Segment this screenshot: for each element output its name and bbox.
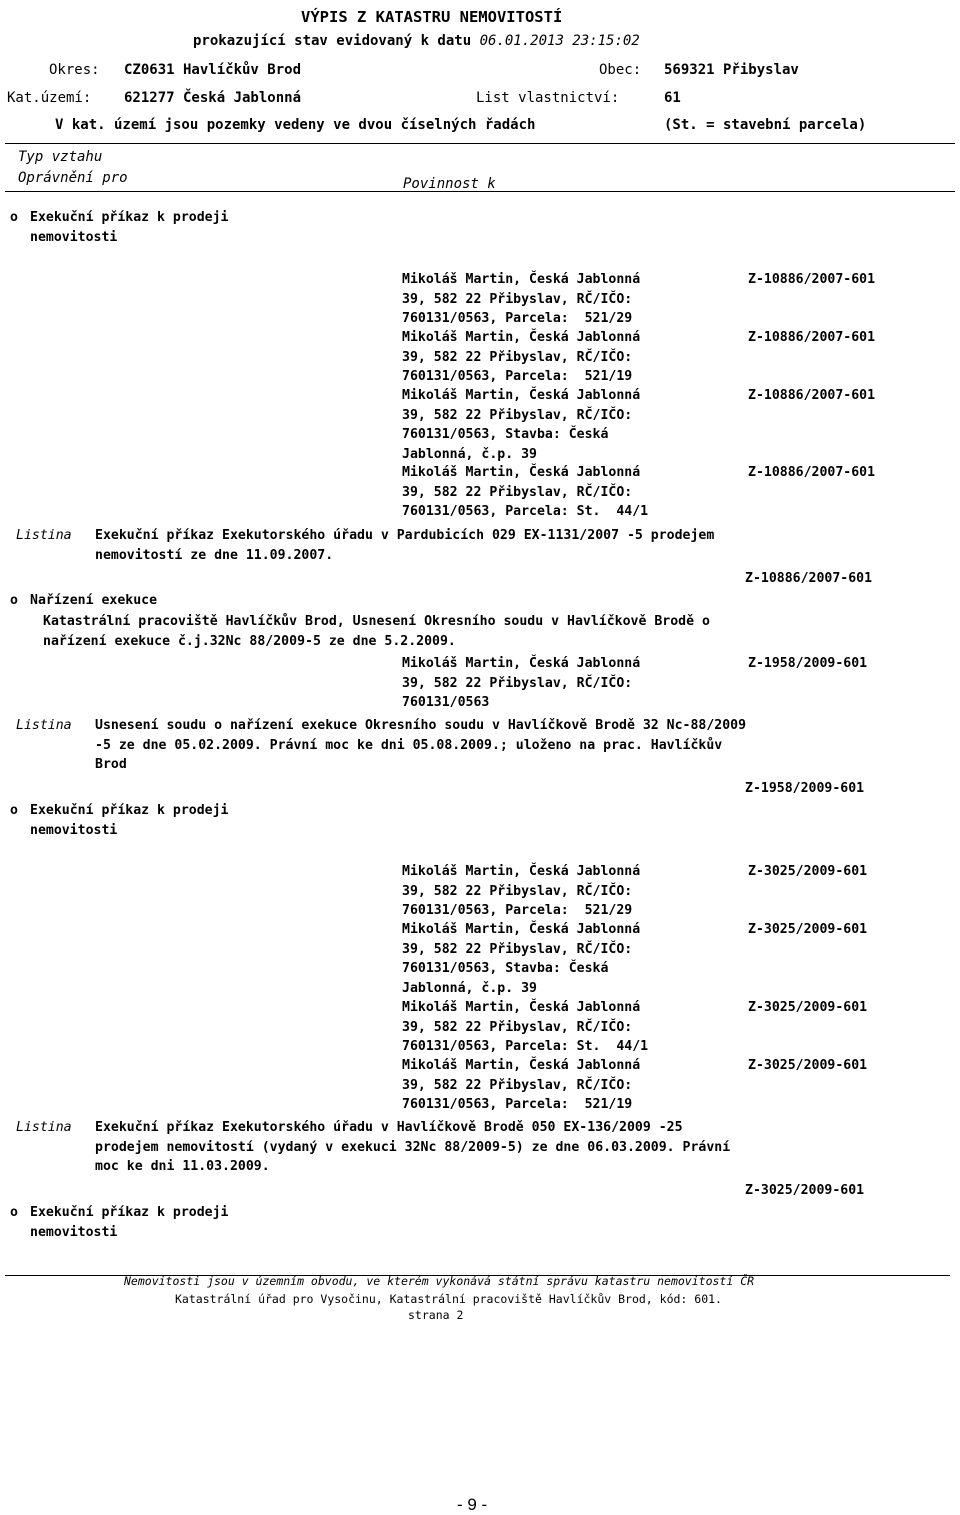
subtitle-date: 06.01.2013 23:15:02 (479, 33, 640, 49)
katuzemi-label: Kat.území: (7, 90, 92, 106)
header-divider (5, 143, 955, 144)
footer-line2: Katastrální úřad pro Vysočinu, Katastrální pracoviště Havlíčkův Brod, kód: 601. (175, 1292, 722, 1306)
entry-title-line1: Nařízení exekuce (30, 593, 158, 608)
entry-title (30, 801, 229, 840)
listina-label: Listina (16, 1120, 72, 1135)
column-opravneni-pro: Oprávnění pro (18, 170, 128, 186)
entry-item-ref: Z-1958/2009-601 (748, 656, 868, 671)
subtitle-prefix: prokazující stav evidovaný k datu (193, 33, 472, 49)
page-number: - 9 - (457, 1495, 488, 1514)
entry-item-text: Mikoláš Martin, Česká Jablonná 39, 582 22 Přibyslav, RČ/IČO: 760131/0563, Parcela: St. 44/1 (402, 465, 649, 519)
entry-title-line1: Exekuční příkaz k prodeji (30, 1205, 229, 1220)
entry-title-line1: Exekuční příkaz k prodeji (30, 210, 229, 225)
parcel-legend: (St. = stavební parcela) (664, 117, 867, 133)
listina-label: Listina (16, 718, 72, 733)
entry-item-text: Mikoláš Martin, Česká Jablonná 39, 582 22 Přibyslav, RČ/IČO: 760131/0563, Parcela: 521/19 (402, 1058, 641, 1112)
listina-text: Exekuční příkaz Exekutorského úřadu v Pardubicích 029 EX-1131/2007 -5 prodejem nemovitostí ze dne 11.09.2007. (95, 528, 715, 563)
entry-item-text: Mikoláš Martin, Česká Jablonná 39, 582 22 Přibyslav, RČ/IČO: 760131/0563, Parcela: 521/29 (402, 864, 641, 918)
entry-item-text: Mikoláš Martin, Česká Jablonná 39, 582 22 Přibyslav, RČ/IČO: 760131/0563 (402, 656, 641, 710)
entry-item-ref: Z-10886/2007-601 (748, 465, 876, 480)
entry-bullet: o (10, 210, 18, 225)
columns-divider (5, 191, 955, 192)
entry-item-ref: Z-10886/2007-601 (748, 272, 876, 287)
parcel-series-note: V kat. území jsou pozemky vedeny ve dvou číselných řadách (55, 117, 536, 133)
entry-title-line2: nemovitosti (30, 1224, 118, 1240)
entry-bullet: o (10, 593, 18, 608)
entry-title-line1: Exekuční příkaz k prodeji (30, 803, 229, 818)
obec-value: 569321 Přibyslav (664, 62, 799, 78)
obec-label: Obec: (599, 62, 642, 78)
footer-line1: Nemovitosti jsou v územním obvodu, ve kterém vykonává státní správu katastru nemovitostí ČR (124, 1274, 755, 1288)
okres-label: Okres: (49, 62, 100, 78)
entry-item-text: Mikoláš Martin, Česká Jablonná 39, 582 22 Přibyslav, RČ/IČO: 760131/0563, Parcela: 521/29 (402, 272, 641, 326)
katuzemi-value: 621277 Česká Jablonná (124, 90, 302, 106)
entry-item-ref: Z-3025/2009-601 (748, 1058, 868, 1073)
entry-item-ref: Z-10886/2007-601 (748, 330, 876, 345)
okres-value: CZ0631 Havlíčkův Brod (124, 62, 302, 78)
entry-description: Katastrální pracoviště Havlíčkův Brod, Usnesení Okresního soudu v Havlíčkově Brodě o nařízení exekuce č.j.32Nc 88/2009-5 ze dne 5.2.2009. (43, 614, 710, 649)
entry-item-text: Mikoláš Martin, Česká Jablonná 39, 582 22 Přibyslav, RČ/IČO: 760131/0563, Stavba: Česká Jablonná, č.p. 39 (402, 922, 641, 996)
column-typ-vztahu: Typ vztahu (18, 149, 103, 165)
entry-item-ref: Z-3025/2009-601 (748, 864, 868, 879)
listina-ref: Z-3025/2009-601 (745, 1183, 865, 1198)
lv-value: 61 (664, 90, 681, 106)
entry-title (30, 208, 229, 247)
listina-ref: Z-1958/2009-601 (745, 781, 865, 796)
footer-page-label: strana 2 (408, 1308, 464, 1322)
entry-item-ref: Z-10886/2007-601 (748, 388, 876, 403)
lv-label: List vlastnictví: (476, 90, 620, 106)
entry-item-text: Mikoláš Martin, Česká Jablonná 39, 582 22 Přibyslav, RČ/IČO: 760131/0563, Parcela: 521/19 (402, 330, 641, 384)
entry-bullet: o (10, 1205, 18, 1220)
entry-title-line2: nemovitosti (30, 822, 118, 838)
listina-text: Usnesení soudu o nařízení exekuce Okresního soudu v Havlíčkově Brodě 32 Nc-88/2009 -5 ze dne 05.02.2009. Právní moc ke dni 05.08.2009.; uloženo na prac. Havlíčkův Brod (95, 718, 747, 772)
entry-item-text: Mikoláš Martin, Česká Jablonná 39, 582 22 Přibyslav, RČ/IČO: 760131/0563, Parcela: St. 44/1 (402, 1000, 649, 1054)
entry-item-text: Mikoláš Martin, Česká Jablonná 39, 582 22 Přibyslav, RČ/IČO: 760131/0563, Stavba: Česká Jablonná, č.p. 39 (402, 388, 641, 462)
entry-item-ref: Z-3025/2009-601 (748, 922, 868, 937)
listina-label: Listina (16, 528, 72, 543)
entry-bullet: o (10, 803, 18, 818)
subtitle (193, 32, 640, 52)
listina-ref: Z-10886/2007-601 (745, 571, 873, 586)
listina-text: Exekuční příkaz Exekutorského úřadu v Havlíčkově Brodě 050 EX-136/2009 -25 prodejem nemovitostí (vydaný v exekuci 32Nc 88/2009-5) ze dne 06.03.2009. Právní moc ke dni 11.03.2009. (95, 1120, 731, 1174)
column-povinnost-k: Povinnost k (403, 176, 496, 192)
page-title: VÝPIS Z KATASTRU NEMOVITOSTÍ (301, 8, 563, 26)
entry-item-ref: Z-3025/2009-601 (748, 1000, 868, 1015)
entry-title (30, 1203, 229, 1242)
entry-title-line2: nemovitosti (30, 229, 118, 245)
